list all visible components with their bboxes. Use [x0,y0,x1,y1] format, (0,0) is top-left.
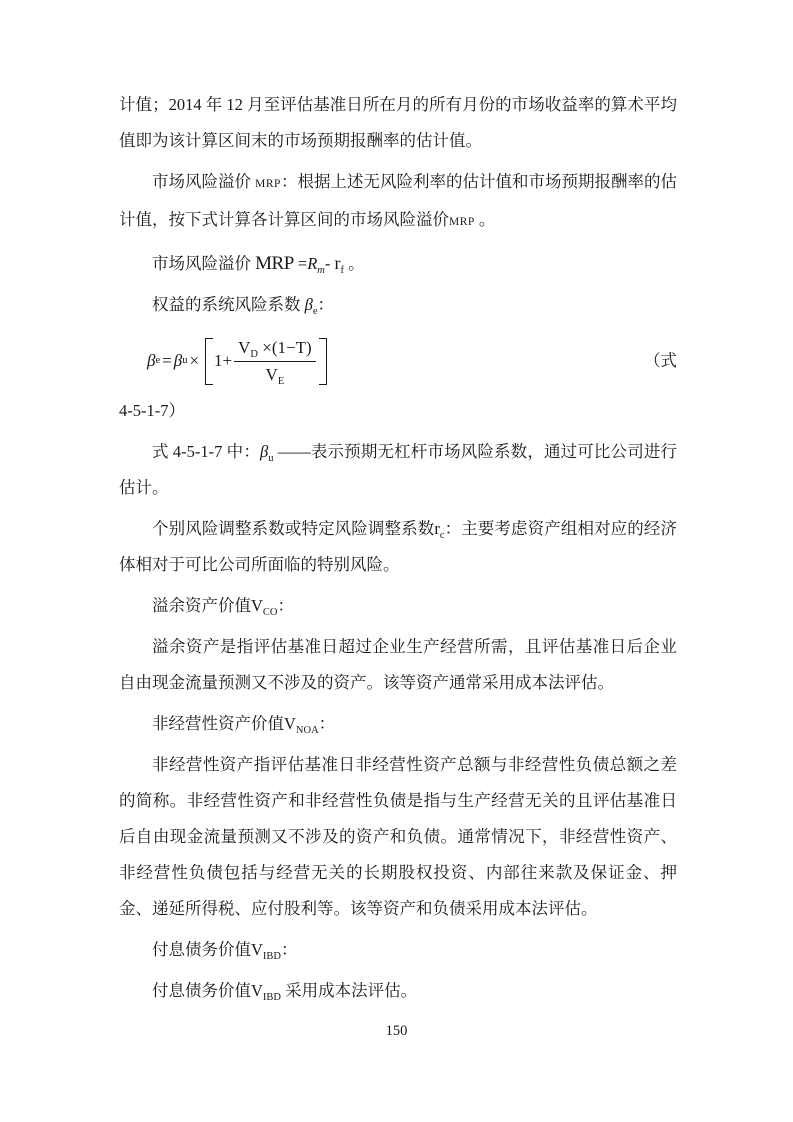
fraction [234,336,316,387]
heading-interest-bearing-debt-value [119,932,677,968]
document-text-area [119,87,677,1014]
variable-vnoa: V [284,714,296,733]
variable-beta-e: β [147,351,156,370]
paragraph-surplus-asset: 溢余资产是指评估基准日超过企业生产经营所需，且评估基准日后企业自由现金流量预测又不涉及的资产。该等资产通常采用成本法评估。 [119,637,677,692]
text-run: 。 [344,254,365,273]
mrp-equation-line [119,245,677,282]
minus-sign: - [324,254,335,273]
text-run: 非经营性资产价值 [152,714,284,733]
variable-beta: β [304,295,313,314]
one-plus-term: 1+ [214,351,233,370]
equation-tag-number: 4-5-1-7） [119,401,185,420]
text-run: 付息债务价值 [152,940,251,959]
text-run: ： [317,295,335,314]
mrp-symbol-large: MRP [255,253,294,274]
beta-formula-block [119,329,677,393]
subscript-noa: NOA [295,725,319,736]
subscript-co: CO [262,607,278,618]
paragraph-beta-explanation [119,434,677,506]
mrp-symbol: MRP [255,178,281,190]
paragraph-specific-risk [119,511,677,583]
variable-rc: r [434,519,440,538]
subscript-c: c [439,530,445,541]
variable-rm: R [307,254,318,273]
text-run: ：根据上述无风险利率的估计值和市场预期报酬率的估计值，按下式计算各计算区间的市场风险溢价 [119,172,678,229]
paragraph-interest-bearing-debt [119,973,677,1009]
heading-non-operating-asset-value [119,706,677,742]
subscript-ibd: IBD [262,992,282,1003]
fraction-numerator [234,336,316,362]
text-run: 。 [474,210,496,229]
mrp-symbol: MRP [449,216,475,228]
equation-tag-open: （式 [644,351,677,370]
text-run: 采用成本法评估。 [281,981,418,1000]
subscript-d: D [250,348,259,360]
page-number: 150 [385,1023,408,1039]
variable-vco: V [251,596,263,615]
subscript-e: e [312,306,318,317]
beta-intro-line [119,287,677,323]
multiply-sign: × [189,351,200,370]
beta-formula: β e = β u × 1+ $\frac{V_D \times(1-T)}{V_E}$ [147,336,328,387]
paragraph-non-operating-asset: 非经营性资产指评估基准日非经营性资产总额与非经营性负债总额之差的简称。非经营性资产和非经营性负债是指与生产经营无关的且评估基准日后自由现金流量预测又不涉及的资产和负债。通常情况下，非经营性资产、非经营性负债包括与经营无关的长期股权投资、内部往来款及保证金、押金、递延所得税、应付股利等。该等资产和负债采用成本法评估。 [119,755,677,918]
text-run: 市场风险溢价 [152,254,256,273]
text-run: 付息债务价值 [152,981,251,1000]
text-run: ×(1−T) [258,337,312,357]
text-run: ： [277,596,295,615]
variable-beta-u: β [173,351,183,370]
variable-vd: V [238,337,251,357]
text-run: 式 4-5-1-7 中： [152,442,260,461]
text-run: 个别风险调整系数或特定风险调整系数 [152,519,435,538]
variable-ve: V [265,364,278,384]
variable-beta-u: β [259,442,269,461]
paragraph-continuation: 计值；2014 年 12 月至评估基准日所在月的所有月份的市场收益率的算术平均值即为该计算区间末的市场预期报酬率的估计值。 [119,95,677,150]
right-bracket [319,338,327,385]
text-run: ——表示预期无杠杆市场风险系数，通过可比公司进行估计。 [119,442,678,497]
equals-sign: = [293,254,308,273]
text-run: 权益的系统风险系数 [152,295,305,314]
left-bracket [205,338,213,385]
text-run: ： [318,714,336,733]
variable-vibd: V [251,981,263,1000]
subscript-u: u [268,453,274,464]
variable-rf: r [334,253,341,273]
heading-surplus-asset-value [119,588,677,624]
fraction-denominator [234,362,316,387]
subscript-m: m [317,265,325,276]
paragraph-mrp-definition [119,164,677,240]
variable-vibd: V [251,940,263,959]
subscript-f: f [340,265,345,276]
subscript-e: E [277,375,285,387]
equals-sign: = [162,351,172,370]
subscript-ibd: IBD [262,951,282,962]
text-run: ：主要考虑资产组相对应的经济体相对于可比公司所面临的特别风险。 [119,519,678,574]
text-run: 市场风险溢价 [152,172,256,191]
text-run: ： [281,940,298,959]
text-run: 溢余资产价值 [152,596,251,615]
